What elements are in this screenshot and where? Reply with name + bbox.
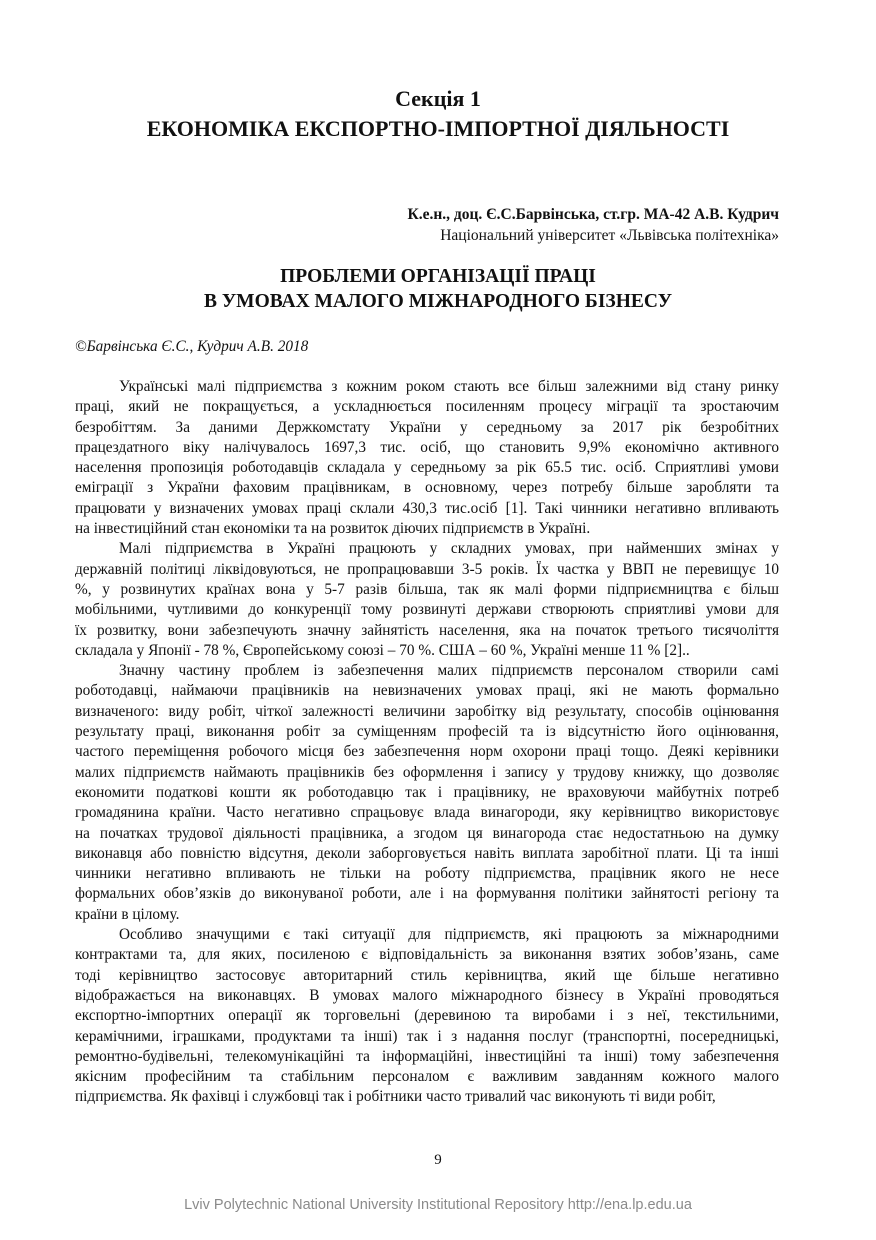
- text-line: Малі підприємства в Україні працюють у складних умовах, при найменших змінах у: [119, 540, 779, 558]
- text-line: еміграції з України фаховим працівникам, в основному, через потребу більше заробляти та: [75, 479, 779, 497]
- text-line: працювати у визначених умовах праці склали 430,3 тис.осіб [1]. Такі чинники негативно впливають: [75, 499, 779, 517]
- text-line: результату праці, виконання робіт за суміщенням професій та із відсутністю його оцінювання,: [75, 723, 779, 741]
- section-label: Секція 1: [395, 86, 481, 111]
- text-line: на інвестиційний стан економіки та на розвиток діючих підприємств в Україні.: [75, 520, 591, 538]
- repository-footer: Lviv Polytechnic National University Institutional Repository http://ena.lp.edu.ua: [184, 1197, 692, 1213]
- text-line: тоді керівництво застосовує авторитарний стиль керівництва, який ще більше негативно: [75, 966, 779, 984]
- page-number: 9: [434, 1152, 442, 1168]
- text-line: чинники негативно впливають не тільки на роботу підприємства, працівник якого не несе: [75, 865, 779, 883]
- text-line: складала у Японії - 78 %, Європейському союзі – 70 %. США – 60 %, Україні менше 11 % [2]..: [75, 641, 690, 659]
- text-line: Особливо значущими є такі ситуації для підприємств, які працюють за міжнародними: [119, 926, 779, 944]
- text-line: контрактами та, для яких, посиленою є відповідальність за виконання взятих зобов’язань, саме: [75, 946, 779, 964]
- text-line: економити податкові кошти як роботодавцю так і працівнику, не враховуючи майбутніх потреб: [75, 783, 779, 801]
- paragraph: [75, 539, 779, 661]
- text-line: громадянина країни. Часто негативно спрацьовує влада винагороди, яку керівництво використовує: [75, 804, 779, 822]
- article-body: [75, 377, 779, 1108]
- text-line: роботодавці, наймаючи працівників на невизначених умовах праці, які не мають формально: [75, 682, 779, 700]
- text-line: праці, який не покращується, а ускладнюється посиленням процесу міграції та зростаючим: [75, 398, 779, 416]
- text-line: Значну частину проблем із забезпечення малих підприємств персоналом створили самі: [119, 662, 779, 680]
- text-line: відображається на виконавцях. В умовах малого міжнародного бізнесу в Україні проводяться: [75, 986, 779, 1004]
- text-line: державній політиці ліквідовуються, не пропрацювавши 3-5 років. Їх частка у ВВП не перевищує 10: [75, 560, 779, 578]
- text-line: формальних обов’язків до виконуваної роботи, але і на формування політики зайнятості регіону та: [75, 885, 779, 903]
- text-line: мобільними, чутливими до конкуренції тому розвинуті держави створюють сприятливі умови для: [75, 601, 779, 619]
- text-line: виконавця або повністю відсутня, деколи заборговується навіть виплата заробітної плати. Ці та інші: [75, 844, 779, 862]
- text-line: визначеного: виду робіт, чіткої залежності величини заробітку від результату, способів оцінювання: [75, 702, 779, 720]
- text-line: безробіттям. За даними Держкомстату України у середньому за 2017 рік безробітних: [75, 418, 779, 436]
- text-line: якісним професійним та стабільним персоналом є важливим завданням кожного малого: [75, 1068, 779, 1086]
- text-line: малих підприємств наймають працівників без оформлення і запису у трудову книжку, що дозволяє: [75, 763, 779, 781]
- text-line: %, у розвинутих країнах вона у 5-7 разів більша, так як малі форми підприємництва є більш: [75, 580, 779, 598]
- article-title: [0, 264, 876, 314]
- paragraph: [75, 377, 779, 539]
- text-line: підприємства. Як фахівці і службовці так і робітники часто тривалий час виконують ті види робіт,: [75, 1088, 716, 1106]
- text-line: на початках трудової діяльності працівника, а згодом ця винагорода стає недостатньою на думку: [75, 824, 779, 842]
- text-line: ремонтно-будівельні, телекомунікаційні та інформаційні, інвестиційні та інші) тому забезпечення: [75, 1047, 779, 1065]
- text-line: експортно-імпортних операції як торговельні (деревиною та виробами і з неї, текстильними,: [75, 1007, 779, 1025]
- copyright: ©Барвінська Є.С., Кудрич А.В. 2018: [75, 338, 309, 355]
- text-line: працездатного віку налічувалось 1697,3 тис. осіб, що становить 9,9% економічно активного: [75, 438, 779, 456]
- text-line: керамічними, іграшками, продуктами та інші) так і з надання послуг (транспортні, посередницькі,: [75, 1027, 779, 1045]
- article-title-line: В УМОВАХ МАЛОГО МІЖНАРОДНОГО БІЗНЕСУ: [203, 291, 673, 312]
- section-title: ЕКОНОМІКА ЕКСПОРТНО-ІМПОРТНОЇ ДІЯЛЬНОСТІ: [146, 116, 730, 141]
- paragraph: [75, 925, 779, 1108]
- text-line: населення пропозиція роботодавців складала у середньому за рік 65.5 тис. осіб. Сприятливі умови: [75, 459, 779, 477]
- article-title-line: ПРОБЛЕМИ ОРГАНІЗАЦІЇ ПРАЦІ: [280, 266, 596, 287]
- text-line: Українські малі підприємства з кожним роком стають все більш залежними від стану ринку: [119, 378, 779, 395]
- section-heading: [0, 84, 876, 144]
- text-line: частого переміщення робочого місця без забезпечення норм охорони праці тощо. Деякі керівники: [75, 743, 779, 761]
- authors: К.е.н., доц. Є.С.Барвінська, ст.гр. МА-42 А.В. Кудрич: [407, 206, 779, 223]
- text-line: країни в цілому.: [75, 905, 180, 923]
- text-line: їх розвитку, вони забезпечують значну зайнятість населення, яка на початок третього тисячоліття: [75, 621, 779, 639]
- affiliation: Національний університет «Львівська політехніка»: [440, 227, 779, 244]
- paragraph: [75, 661, 779, 925]
